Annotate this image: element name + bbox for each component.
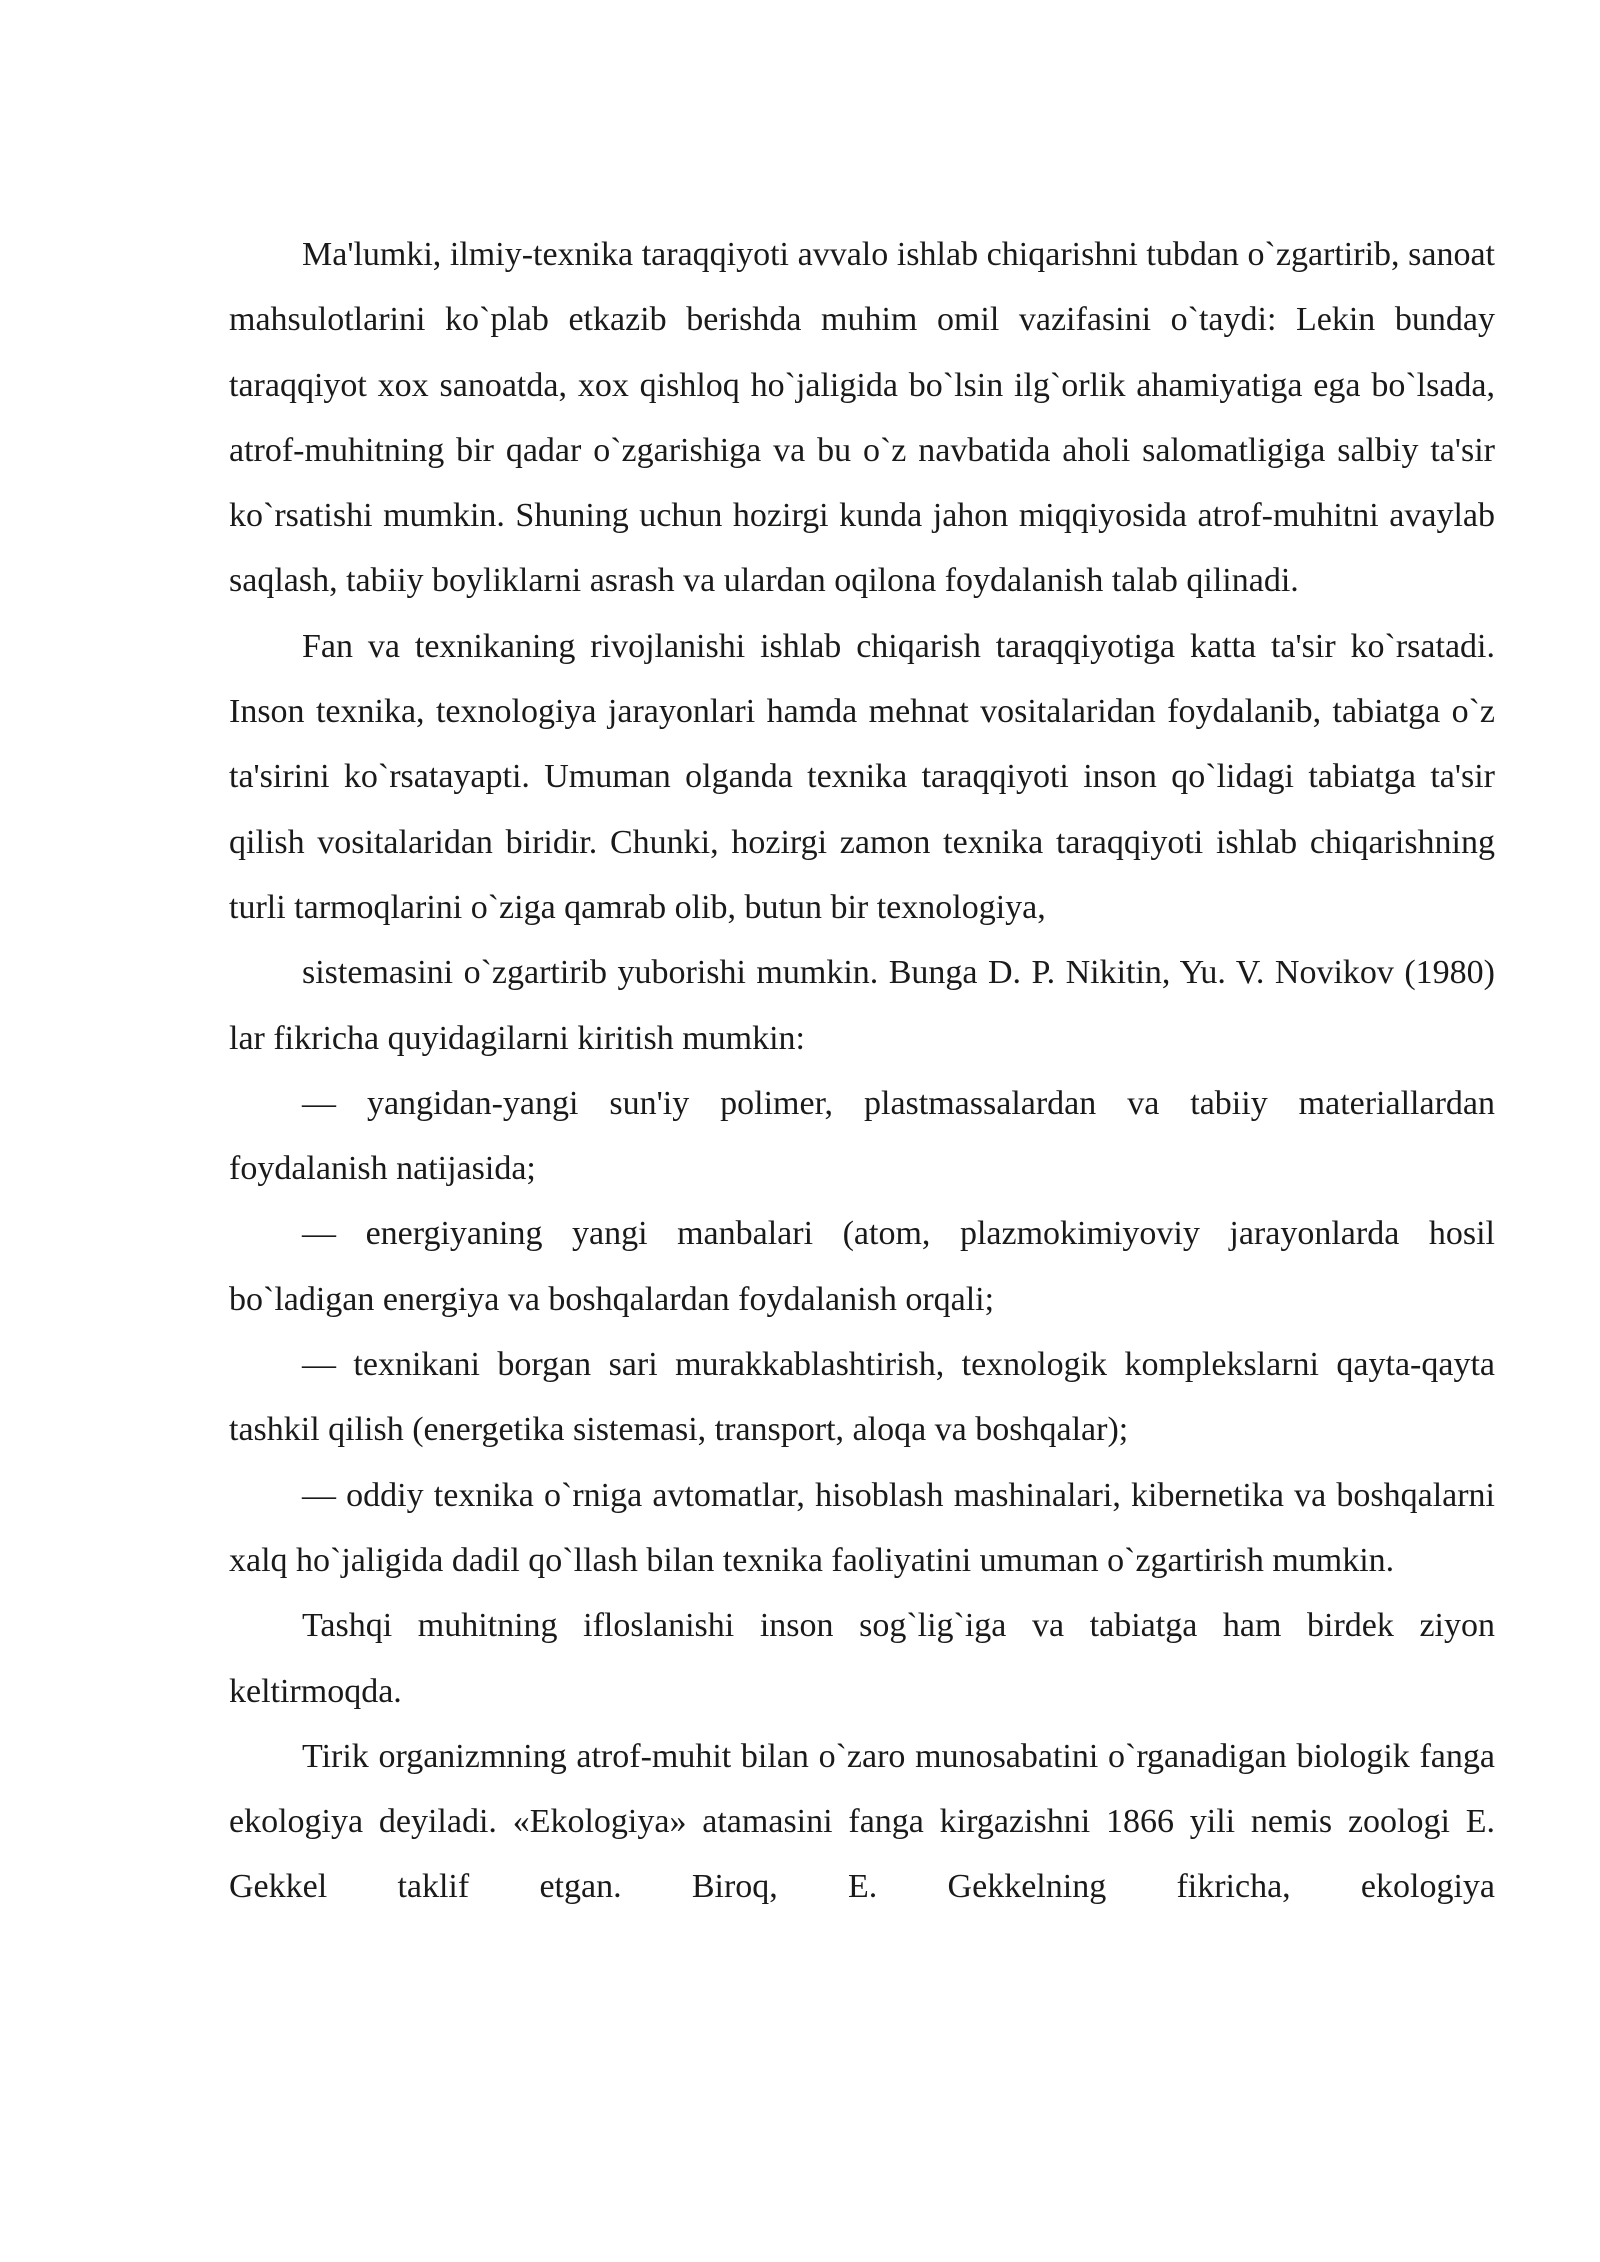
paragraph-science-development: Fan va texnikaning rivojlanishi ishlab chiqarish taraqqiyotiga katta ta'sir ko`rsatadi. Inson texnika, texnologiya jarayonlari hamda mehnat vositalaridan foydalanib, tabiatga o`z ta'sirini ko`rsatayapti. Umuman olganda texnika taraqqiyoti inson qo`lidagi tabiatga ta'sir qilish vositalaridan biridir. Chunki, hozirgi zamon texnika taraqqiyoti ishlab chiqarishning turli tarmoqlarini o`ziga qamrab olib, butun bir texnologiya,	[229, 627, 1495, 926]
list-item-automation: — oddiy texnika o`rniga avtomatlar, hisoblash mashinalari, kibernetika va boshqalarni xalq ho`jaligida dadil qo`llash bilan texnika faoliyatini umuman o`zgartirish mumkin.	[229, 1476, 1495, 1579]
paragraph-pollution: Tashqi muhitning ifloslanishi inson sog`lig`iga va tabiatga ham birdek ziyon keltirmoqda.	[229, 1607, 1495, 1710]
list-item-polymers: — yangidan-yangi sun'iy polimer, plastmassalardan va tabiiy materiallardan foydalanish natijasida;	[229, 1084, 1495, 1188]
list-item-energy-sources: — energiyaning yangi manbalari (atom, plazmokimiyoviy jarayonlarda hosil bo`ladigan energiya va boshqalardan foydalanish orqali;	[229, 1215, 1495, 1318]
paragraph-system-change: sistemasini o`zgartirib yuborishi mumkin. Bunga D. P. Nikitin, Yu. V. Novikov (1980) lar fikricha quyidagilarni kiritish mumkin:	[229, 954, 1495, 1057]
paragraph-ecology-definition: Tirik organizmning atrof-muhit bilan o`zaro munosabatini o`rganadigan biologik fanga ekologiya deyiladi. «Ekologiya» atamasini fanga kirgazishni 1866 yili nemis zoologi E. Gekkel taklif etgan. Biroq, E. Gekkelning fikricha, ekologiya	[229, 1737, 1495, 1906]
list-item-complex-technology: — texnikani borgan sari murakkablashtirish, texnologik komplekslarni qayta-qayta tashkil qilish (energetika sistemasi, transport, aloqa va boshqalar);	[229, 1346, 1495, 1449]
paragraph-technology-impact: Ma'lumki, ilmiy-texnika taraqqiyoti avvalo ishlab chiqarishni tubdan o`zgartirib, sanoat mahsulotlarini ko`plab etkazib berishda muhim omil vazifasini o`taydi: Lekin bunday taraqqiyot xox sanoatda, xox qishloq ho`jaligida bo`lsin ilg`orlik ahamiyatiga ega bo`lsada, atrof-muhitning bir qadar o`zgarishiga va bu o`z navbatida aholi salomatligiga salbiy ta'sir ko`rsatishi mumkin. Shuning uchun hozirgi kunda jahon miqqiyosida atrof-muhitni avaylab saqlash, tabiiy boyliklarni asrash va ulardan oqilona foydalanish talab qilinadi.	[229, 236, 1495, 600]
document-body	[229, 222, 1495, 1920]
